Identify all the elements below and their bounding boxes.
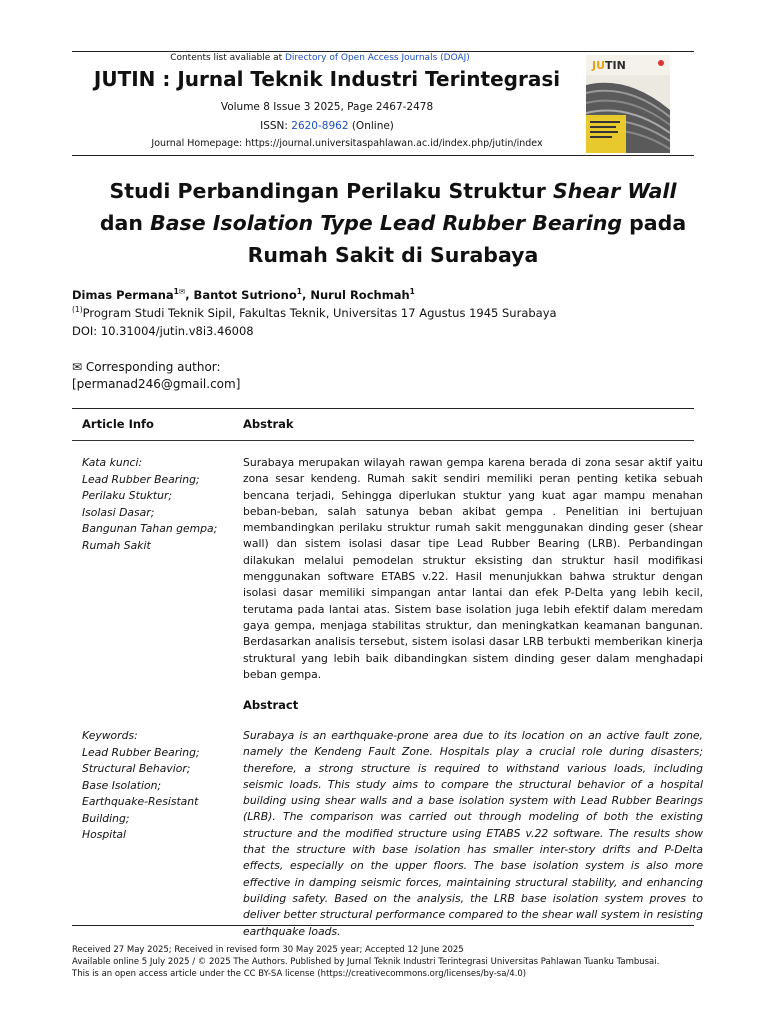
abstrak-text: Surabaya merupakan wilayah rawan gempa karena berada di zona sesar aktif yaitu zona sesar kendeng. Rumah sakit sendiri memiliki peran penting ketika sebuah bencana terjadi, Sehingga diperlukan stuktur yang kuat agar mampu menahan beban-beban, salah satunya beban akibat gempa . Penelitian ini bertujuan membandingkan perilaku struktur rumah sakit menggunakan dinding geser (shear wall) dan sistem isolasi dasar tipe Lead Rubber Bearing (LRB). Perbandingan dilakukan melalui pemodelan struktur eksisting dan struktur hasil modifikasi menggunakan software ETABS v.22. Hasil menunjukkan bahwa struktur dengan isolasi dasar memiliki simpangan antar lantai dan efek P-Delta yang lebih kecil, terutama pada lantai atas. Sistem base isolation juga lebih efektif dalam meredam gaya gempa, menjaga stabilitas struktur, dan meningkatkan keamanan bangunan. Berdasarkan analisis tersebut, sistem isolasi dasar LRB terbukti memberikan kinerja struktural yang lebih baik dibandingkan sistem dinding geser dalam menghadapi beban gempa. [243, 456, 703, 681]
svg-text:JUTIN: JUTIN [592, 59, 626, 72]
author-list: Dimas Permana$^{1✉}$, Bantot Sutriono$^1$, Nurul Rochmah$^1$ [72, 287, 415, 302]
footer-notes [72, 944, 659, 980]
received-dates: Received 27 May 2025; Received in revised form 30 May 2025 year; Accepted 12 June 2025 [72, 945, 464, 955]
keywords-list: Keywords: Lead Rubber Bearing; Structural Behavior; Base Isolation; Earthquake-Resistant Building; Hospital [82, 729, 200, 841]
table-header-rule [72, 440, 694, 441]
title-line-2: dan Base Isolation Type Lead Rubber Bearing pada [99, 211, 687, 235]
journal-title: JUTIN : Jurnal Teknik Industri Terintegrasi [93, 67, 561, 91]
table-bottom-rule [72, 925, 694, 926]
corresponding-email[interactable]: [permanad246@gmail.com] [72, 377, 241, 391]
doaj-link[interactable]: Directory of Open Access Journals (DOAJ) [285, 53, 470, 63]
corresponding-author-label: ✉ Corresponding author: [72, 360, 221, 374]
journal-cover-image [586, 55, 670, 153]
header-bottom-rule [72, 155, 694, 156]
issn-link[interactable]: 2620-8962 [291, 120, 349, 132]
journal-homepage[interactable]: Journal Homepage: https://journal.universitaspahlawan.ac.id/index.php/jutin/index [151, 138, 543, 149]
author-name: Dimas Permana [72, 287, 174, 302]
doi[interactable]: DOI: 10.31004/jutin.v8i3.46008 [72, 324, 254, 338]
contents-note [72, 53, 568, 63]
abstrak-header: Abstrak [243, 417, 294, 431]
title-line-1: Studi Perbandingan Perilaku Struktur Shear Wall [109, 179, 677, 203]
abstract-header: Abstract [243, 698, 299, 712]
abstract-text: Surabaya is an earthquake-prone area due to its location on an active fault zone, namely the Kendeng Fault Zone. Hospitals play a crucial role during disasters; therefore, a strong structure is required to withstand various loads, including seismic loads. This study aims to compare the structural behavior of a hospital building using shear walls and a base isolation system with Lead Rubber Bearings (LRB). The comparison was carried out through modeling of both the existing structure and the modified structure using ETABS v.22 software. The results show that the structure with base isolation has smaller inter-story drifts and P-Delta effects, especially on the upper floors. The base isolation system is also more effective in damping seismic forces, maintaining structural stability, and enhancing building safety. Based on the analysis, the LRB base isolation system proves to deliver better structural performance compared to the shear wall system in resisting earthquake loads. [243, 729, 703, 938]
issn-line: ISSN: 2620-8962 (Online) [260, 120, 394, 132]
table-top-rule [72, 408, 694, 409]
author-name: , Bantot Sutriono [185, 287, 297, 302]
license-note: This is an open access article under the CC BY-SA license (https://creativecommons.org/licenses/by-sa/4.0) [72, 969, 527, 979]
envelope-icon: ✉ [72, 360, 83, 374]
title-line-3: Rumah Sakit di Surabaya [247, 243, 539, 267]
contents-prefix: Contents list avaliable at [170, 53, 285, 63]
author-name: , Nurul Rochmah [301, 287, 410, 302]
publication-note: Available online 5 July 2025 / © 2025 The Authors. Published by Jurnal Teknik Industri Terintegrasi Universitas Pahlawan Tuanku Tambusai. [72, 957, 660, 967]
cover-illustration [586, 55, 670, 153]
article-info-header: Article Info [82, 417, 154, 431]
article-title [72, 175, 714, 271]
affiliation: $^{(1)}$Program Studi Teknik Sipil, Fakultas Teknik, Universitas 17 Agustus 1945 Surabaya [72, 305, 557, 320]
volume-line: Volume 8 Issue 3 2025, Page 2467-2478 [220, 101, 434, 113]
header-top-rule [72, 51, 694, 52]
kata-kunci-list: Kata kunci: Lead Rubber Bearing; Perilaku Stuktur; Isolasi Dasar; Bangunan Tahan gempa; Rumah Sakit [82, 456, 218, 552]
